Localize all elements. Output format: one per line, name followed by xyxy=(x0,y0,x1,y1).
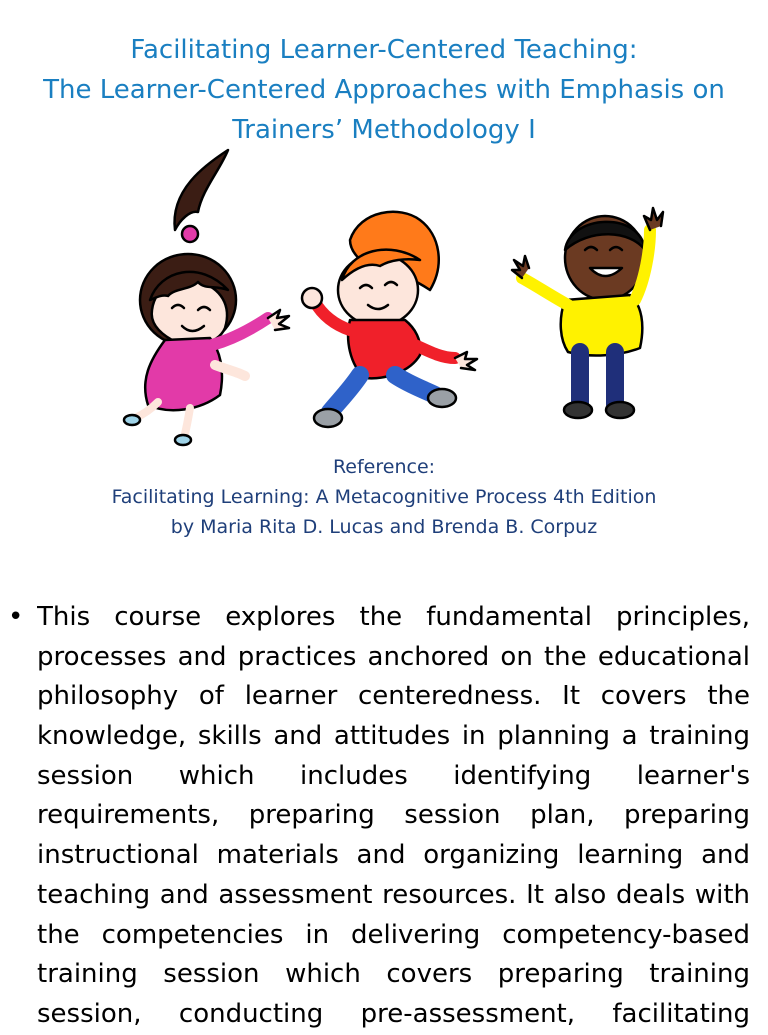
description-line-10: training session which covers preparing training xyxy=(37,959,750,990)
course-description-slide xyxy=(0,590,768,1029)
description-line-9: the competencies in delivering competency-based xyxy=(37,919,750,950)
description-line-1: This course explores the fundamental principles, xyxy=(37,602,750,632)
course-description-text xyxy=(37,598,750,1035)
reference-authors: by Maria Rita D. Lucas and Brenda B. Corpuz xyxy=(170,516,598,538)
reference-label: Reference: xyxy=(332,456,436,478)
girl-pink-dress-figure xyxy=(124,150,289,445)
title-line-1: Facilitating Learner-Centered Teaching: xyxy=(130,35,638,65)
reference-citation xyxy=(0,452,768,542)
description-line-5: session which includes identifying learner's xyxy=(37,760,750,791)
description-line-2: processes and practices anchored on the educational xyxy=(37,641,750,672)
title-line-2: The Learner-Centered Approaches with Emphasis on xyxy=(43,75,725,105)
title-line-3: Trainers’ Methodology I xyxy=(232,115,536,145)
dancing-children-illustration xyxy=(110,140,690,450)
description-line-11: session, conducting pre-assessment, facilitating xyxy=(37,998,750,1029)
bullet-symbol: • xyxy=(8,602,24,632)
description-line-7: instructional materials and organizing learning and xyxy=(37,840,750,871)
description-line-4: knowledge, skills and attitudes in planning a training xyxy=(37,721,750,752)
description-line-6: requirements, preparing session plan, preparing xyxy=(37,800,750,831)
description-line-8: teaching and assessment resources. It also deals with xyxy=(37,879,750,910)
boy-yellow-shirt-figure xyxy=(512,208,663,418)
description-line-3: philosophy of learner centeredness. It covers the xyxy=(37,681,750,712)
boy-red-shirt-figure xyxy=(302,212,477,427)
reference-book-title: Facilitating Learning: A Metacognitive Process 4th Edition xyxy=(111,486,657,508)
slide-title xyxy=(0,30,768,150)
